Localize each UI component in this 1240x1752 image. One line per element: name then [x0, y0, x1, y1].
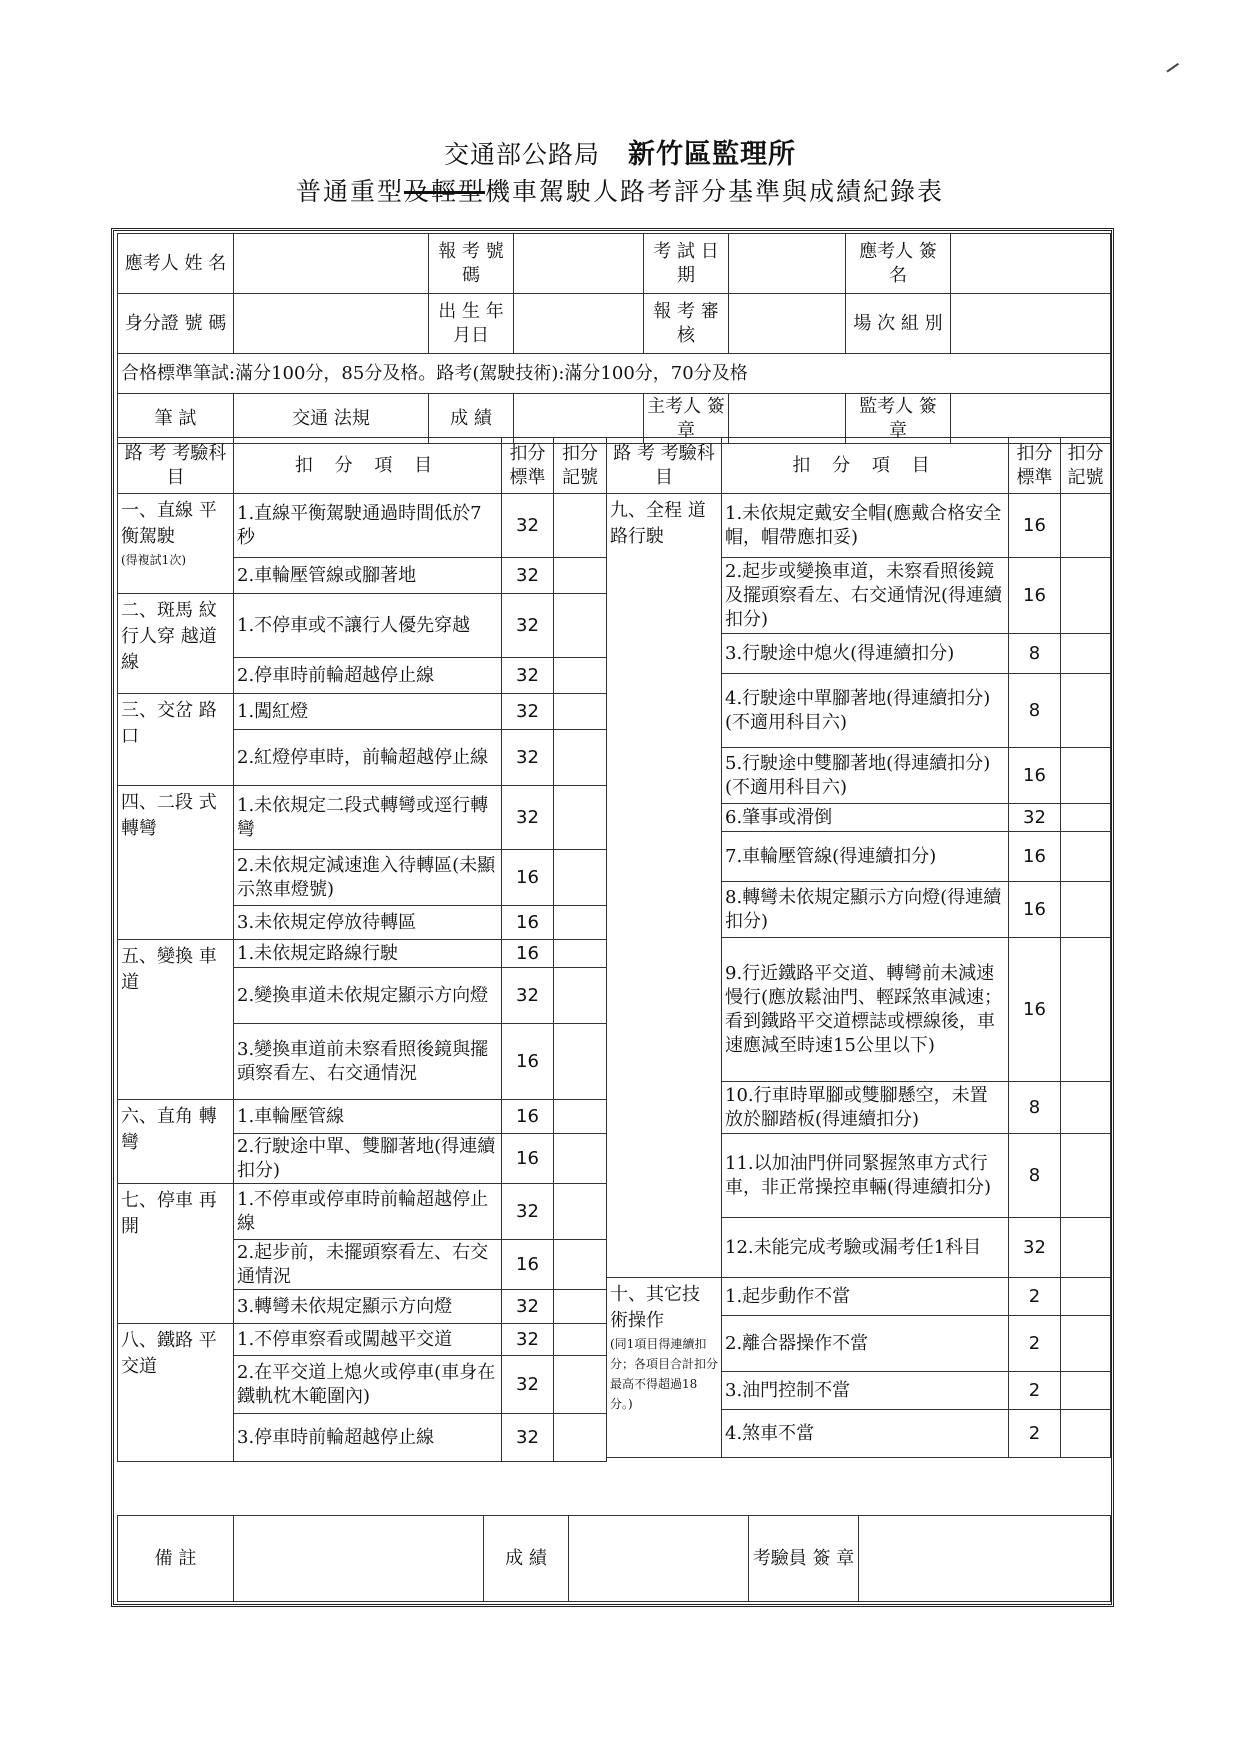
id-no-field[interactable] — [234, 294, 429, 354]
deduction-item: 8.轉彎未依規定顯示方向燈(得連續扣分) — [722, 882, 1009, 938]
title-pre: 普通重型 — [295, 177, 404, 206]
title-struck: 及輕型 — [403, 177, 485, 206]
deduction-item: 1.不停車或停車時前輪超越停止線 — [234, 1184, 502, 1240]
deduction-standard: 8 — [1009, 1082, 1061, 1134]
deduction-item: 2.紅燈停車時，前輪超越停止線 — [234, 730, 502, 786]
deduction-item: 1.未依規定路線行駛 — [234, 940, 502, 968]
deduction-item: 12.未能完成考驗或漏考任1科目 — [722, 1218, 1009, 1278]
deduction-mark-field[interactable] — [1061, 748, 1111, 804]
exam-subject-title: 四、二段 式轉彎 — [121, 792, 217, 839]
deduction-standard: 2 — [1009, 1278, 1061, 1316]
supervisor-label: 監考人 簽 章 — [846, 394, 951, 444]
pen-mark — [1166, 63, 1183, 79]
exam-date-field[interactable] — [729, 234, 846, 294]
deduction-standard: 16 — [502, 850, 554, 906]
deduction-standard: 32 — [1009, 804, 1061, 832]
deduction-mark-field[interactable] — [554, 906, 607, 940]
exam-subject — [607, 1278, 722, 1458]
deduction-mark-field[interactable] — [1061, 804, 1111, 832]
deduction-standard: 16 — [502, 1100, 554, 1134]
deduction-standard: 32 — [502, 594, 554, 658]
exam-subject-title: 七、停車 再開 — [121, 1190, 217, 1237]
col-rec-header: 扣分 記號 — [1061, 438, 1111, 494]
applicant-sign-label: 應考人 簽 名 — [846, 234, 951, 294]
exam-subject-note: (得複試1次) — [121, 553, 186, 567]
footer-table — [117, 1515, 1111, 1602]
exam-subject-note: (同1項目得連續扣分；各項目合計扣分最高不得超過18分。) — [610, 1337, 719, 1411]
table-row — [118, 786, 607, 850]
org-name-2: 新竹區監理所 — [628, 139, 796, 170]
org-name-1: 交通部公路局 — [443, 140, 600, 169]
table-row — [607, 494, 1111, 558]
session-label: 場 次 組 別 — [846, 294, 951, 354]
deduction-item: 1.不停車察看或闖越平交道 — [234, 1324, 502, 1356]
exam-subject — [607, 494, 722, 1278]
deduction-mark-field[interactable] — [554, 494, 607, 558]
deduction-mark-field[interactable] — [1061, 1410, 1111, 1458]
deduction-mark-field[interactable] — [554, 658, 607, 694]
examiner-sign-label: 考驗員 簽 章 — [749, 1516, 859, 1602]
table-row — [118, 694, 607, 730]
deduction-standard: 16 — [1009, 494, 1061, 558]
deduction-item: 4.煞車不當 — [722, 1410, 1009, 1458]
table-row — [607, 1278, 1111, 1316]
deduction-mark-field[interactable] — [1061, 634, 1111, 674]
chief-examiner-label: 主考人 簽 章 — [644, 394, 729, 444]
deduction-item: 2.未依規定減速進入待轉區(未顯示煞車燈號) — [234, 850, 502, 906]
applicant-name-label: 應考人 姓 名 — [118, 234, 234, 294]
deduction-mark-field[interactable] — [1061, 494, 1111, 558]
title-post: 機車駕駛人路考評分基準與成績紀錄表 — [485, 177, 945, 206]
pass-standard: 合格標準筆試:滿分100分，85分及格。路考(駕駛技術):滿分100分，70分及格 — [118, 354, 1111, 394]
remarks-field[interactable] — [234, 1516, 484, 1602]
left-scoring-table — [117, 437, 607, 1462]
exam-subject — [118, 940, 234, 1100]
deduction-item: 1.起步動作不當 — [722, 1278, 1009, 1316]
deduction-item: 2.離合器操作不當 — [722, 1316, 1009, 1372]
deduction-item: 7.車輪壓管線(得連續扣分) — [722, 832, 1009, 882]
deduction-item: 3.停車時前輪超越停止線 — [234, 1414, 502, 1462]
exam-no-label: 報 考 號碼 — [429, 234, 514, 294]
table-row — [118, 1324, 607, 1356]
total-score-label: 成 績 — [484, 1516, 569, 1602]
deduction-standard: 16 — [1009, 882, 1061, 938]
deduction-mark-field[interactable] — [1061, 1316, 1111, 1372]
col-std-header: 扣分 標準 — [1009, 438, 1061, 494]
deduction-mark-field[interactable] — [554, 1324, 607, 1356]
deduction-standard: 2 — [1009, 1372, 1061, 1410]
col-subject-header: 路 考 考驗科目 — [607, 438, 722, 494]
deduction-standard: 32 — [502, 1184, 554, 1240]
exam-subject-title: 五、變換 車道 — [121, 946, 217, 993]
exam-subject-title: 八、鐵路 平交道 — [121, 1330, 217, 1377]
deduction-standard: 32 — [502, 1290, 554, 1324]
deduction-standard: 16 — [502, 1240, 554, 1290]
chief-examiner-field[interactable] — [729, 394, 846, 444]
deduction-item: 1.直線平衡駕駛通過時間低於7秒 — [234, 494, 502, 558]
deduction-standard: 16 — [502, 940, 554, 968]
total-score-field[interactable] — [569, 1516, 749, 1602]
deduction-item: 5.行駛途中雙腳著地(得連續扣分)(不適用科目六) — [722, 748, 1009, 804]
deduction-mark-field[interactable] — [554, 1024, 607, 1100]
deduction-standard: 32 — [502, 694, 554, 730]
deduction-mark-field[interactable] — [554, 1240, 607, 1290]
deduction-item: 3.行駛途中熄火(得連續扣分) — [722, 634, 1009, 674]
deduction-standard: 8 — [1009, 674, 1061, 748]
deduction-item: 2.行駛途中單、雙腳著地(得連續扣分) — [234, 1134, 502, 1184]
deduction-standard: 16 — [1009, 832, 1061, 882]
exam-subject-title: 六、直角 轉彎 — [121, 1106, 217, 1153]
col-rec-header: 扣分 記號 — [554, 438, 607, 494]
deduction-mark-field[interactable] — [554, 1184, 607, 1240]
table-row — [118, 1100, 607, 1134]
deduction-item: 2.停車時前輪超越停止線 — [234, 658, 502, 694]
exam-subject — [118, 786, 234, 940]
examiner-sign-field[interactable] — [859, 1516, 1111, 1602]
deduction-item: 3.油門控制不當 — [722, 1372, 1009, 1410]
col-item-header: 扣 分 項 目 — [234, 438, 502, 494]
deduction-mark-field[interactable] — [1061, 674, 1111, 748]
deduction-mark-field[interactable] — [1061, 882, 1111, 938]
deduction-mark-field[interactable] — [1061, 832, 1111, 882]
applicant-sign-field[interactable] — [951, 234, 1111, 294]
deduction-standard: 32 — [502, 730, 554, 786]
remarks-label: 備 註 — [118, 1516, 234, 1602]
exam-subject-title: 一、直線 平衡駕駛 — [121, 500, 217, 547]
deduction-item: 3.轉彎未依規定顯示方向燈 — [234, 1290, 502, 1324]
deduction-item: 1.車輪壓管線 — [234, 1100, 502, 1134]
deduction-item: 4.行駛途中單腳著地(得連續扣分)(不適用科目六) — [722, 674, 1009, 748]
deduction-standard: 32 — [502, 1324, 554, 1356]
table-row — [118, 594, 607, 658]
written-score-label: 成 績 — [429, 394, 514, 444]
table-row — [118, 1184, 607, 1240]
deduction-item: 3.變換車道前未察看照後鏡與擺頭察看左、右交通情況 — [234, 1024, 502, 1100]
exam-subject — [118, 1100, 234, 1184]
deduction-item: 2.起步或變換車道，未察看照後鏡及擺頭察看左、右交通情況(得連續扣分) — [722, 558, 1009, 634]
exam-subject-title: 三、交岔 路口 — [121, 700, 217, 747]
col-std-header: 扣分 標準 — [502, 438, 554, 494]
birth-field[interactable] — [514, 294, 644, 354]
deduction-mark-field[interactable] — [554, 730, 607, 786]
col-subject-header: 路 考 考驗科目 — [118, 438, 234, 494]
exam-subject — [118, 1324, 234, 1462]
table-row — [118, 940, 607, 968]
review-label: 報 考 審 核 — [644, 294, 729, 354]
deduction-item: 10.行車時單腳或雙腳懸空，未置放於腳踏板(得連續扣分) — [722, 1082, 1009, 1134]
deduction-mark-field[interactable] — [554, 1290, 607, 1324]
session-field[interactable] — [951, 294, 1111, 354]
deduction-item: 2.變換車道未依規定顯示方向燈 — [234, 968, 502, 1024]
deduction-item: 1.闖紅燈 — [234, 694, 502, 730]
deduction-mark-field[interactable] — [1061, 1082, 1111, 1134]
exam-subject-title: 二、斑馬 紋行人穿 越道線 — [121, 600, 217, 673]
deduction-mark-field[interactable] — [554, 694, 607, 730]
deduction-standard: 32 — [1009, 1218, 1061, 1278]
exam-subject — [118, 494, 234, 594]
deduction-mark-field[interactable] — [1061, 1218, 1111, 1278]
deduction-mark-field[interactable] — [554, 594, 607, 658]
deduction-mark-field[interactable] — [554, 1414, 607, 1462]
table-row — [118, 494, 607, 558]
deduction-mark-field[interactable] — [554, 940, 607, 968]
deduction-mark-field[interactable] — [554, 1134, 607, 1184]
deduction-mark-field[interactable] — [554, 1100, 607, 1134]
exam-subject-title: 九、全程 道路行駛 — [610, 500, 706, 547]
deduction-mark-field[interactable] — [1061, 1372, 1111, 1410]
exam-no-field[interactable] — [514, 234, 644, 294]
deduction-standard: 16 — [502, 1134, 554, 1184]
applicant-name-field[interactable] — [234, 234, 429, 294]
deduction-standard: 2 — [1009, 1316, 1061, 1372]
deduction-standard: 32 — [502, 968, 554, 1024]
deduction-item: 2.車輪壓管線或腳著地 — [234, 558, 502, 594]
deduction-item: 6.肇事或滑倒 — [722, 804, 1009, 832]
deduction-standard: 32 — [502, 1414, 554, 1462]
deduction-mark-field[interactable] — [554, 968, 607, 1024]
deduction-standard: 32 — [502, 786, 554, 850]
written-score-field[interactable] — [514, 394, 644, 444]
deduction-item: 2.起步前，未擺頭察看左、右交通情況 — [234, 1240, 502, 1290]
col-item-header: 扣 分 項 目 — [722, 438, 1009, 494]
deduction-mark-field[interactable] — [1061, 1134, 1111, 1218]
deduction-item: 2.在平交道上熄火或停車(車身在鐵軌枕木範圍內) — [234, 1356, 502, 1414]
exam-subject — [118, 1184, 234, 1324]
written-test-label: 筆 試 — [118, 394, 234, 444]
deduction-standard: 16 — [502, 906, 554, 940]
review-field[interactable] — [729, 294, 846, 354]
deduction-item: 3.未依規定停放待轉區 — [234, 906, 502, 940]
exam-subject — [118, 594, 234, 694]
right-scoring-table — [606, 437, 1111, 1458]
deduction-mark-field[interactable] — [554, 1356, 607, 1414]
deduction-item: 1.未依規定戴安全帽(應戴合格安全帽，帽帶應扣妥) — [722, 494, 1009, 558]
exam-subject-title: 十、其它技 術操作 — [610, 1284, 700, 1331]
deduction-standard: 2 — [1009, 1410, 1061, 1458]
page-title — [0, 172, 1240, 208]
deduction-standard: 32 — [502, 558, 554, 594]
deduction-standard: 8 — [1009, 634, 1061, 674]
id-no-label: 身分證 號 碼 — [118, 294, 234, 354]
deduction-standard: 32 — [502, 658, 554, 694]
deduction-mark-field[interactable] — [554, 558, 607, 594]
deduction-mark-field[interactable] — [1061, 938, 1111, 1082]
exam-date-label: 考 試 日 期 — [644, 234, 729, 294]
written-subject: 交通 法規 — [234, 394, 429, 444]
page-title-org — [0, 132, 1240, 171]
deduction-mark-field[interactable] — [554, 786, 607, 850]
deduction-mark-field[interactable] — [1061, 558, 1111, 634]
deduction-standard: 32 — [502, 1356, 554, 1414]
info-table — [117, 233, 1111, 444]
deduction-item: 1.不停車或不讓行人優先穿越 — [234, 594, 502, 658]
deduction-standard: 16 — [1009, 748, 1061, 804]
deduction-item: 11.以加油門併同緊握煞車方式行車，非正常操控車輛(得連續扣分) — [722, 1134, 1009, 1218]
deduction-standard: 8 — [1009, 1134, 1061, 1218]
deduction-standard: 32 — [502, 494, 554, 558]
birth-label: 出 生 年月日 — [429, 294, 514, 354]
deduction-item: 1.未依規定二段式轉彎或逕行轉彎 — [234, 786, 502, 850]
deduction-standard: 16 — [1009, 558, 1061, 634]
deduction-standard: 16 — [1009, 938, 1061, 1082]
exam-subject — [118, 694, 234, 786]
deduction-item: 9.行近鐵路平交道、轉彎前未減速慢行(應放鬆油門、輕踩煞車減速；看到鐵路平交道標誌或標線後，車速應減至時速15公里以下) — [722, 938, 1009, 1082]
supervisor-field[interactable] — [951, 394, 1111, 444]
deduction-mark-field[interactable] — [554, 850, 607, 906]
deduction-mark-field[interactable] — [1061, 1278, 1111, 1316]
deduction-standard: 16 — [502, 1024, 554, 1100]
